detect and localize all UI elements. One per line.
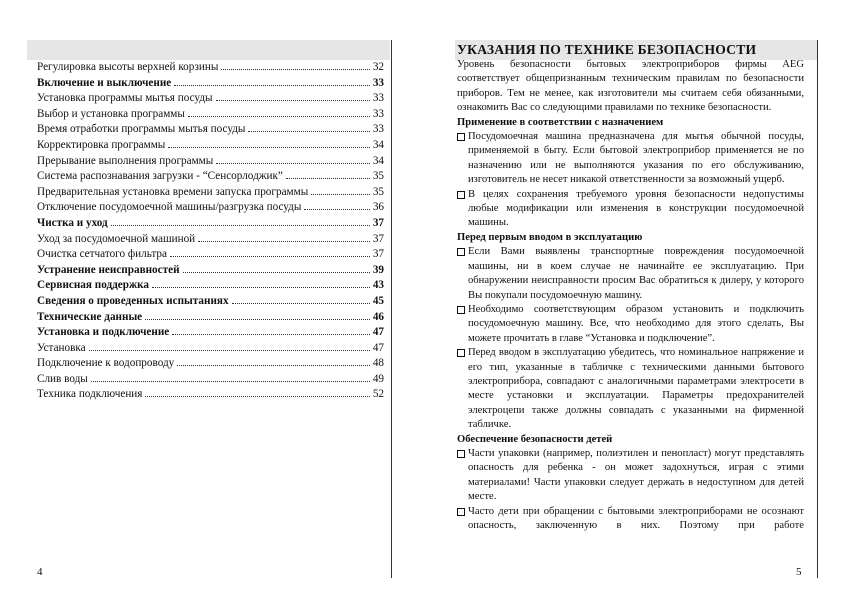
toc-entry-page: 34 [372, 138, 384, 151]
toc-entry [37, 310, 384, 326]
toc-leader-dots [286, 178, 370, 179]
toc-entry-page: 45 [372, 294, 384, 307]
page-number: 5 [796, 566, 802, 578]
toc-entry-title: Уход за посудомоечной машиной [37, 232, 196, 245]
toc-entry [37, 200, 384, 216]
header-bar [27, 40, 390, 60]
toc-leader-dots [145, 319, 370, 320]
page-number: 4 [37, 566, 43, 578]
toc-leader-dots [177, 365, 370, 366]
toc-entry [37, 91, 384, 107]
table-of-contents [37, 60, 384, 403]
section-heading: Перед первым вводом в эксплуатацию [457, 231, 643, 243]
toc-leader-dots [170, 256, 370, 257]
toc-entry [37, 325, 384, 341]
toc-entry-title: Время отработки программы мытья посуды [37, 123, 246, 136]
toc-leader-dots [168, 147, 370, 148]
toc-entry-title: Устранение неисправностей [37, 263, 180, 276]
toc-leader-dots [111, 225, 370, 226]
toc-entry-title: Прерывание выполнения программы [37, 154, 214, 167]
toc-entry-title: Включение и выключение [37, 76, 172, 89]
checkbox-bullet-icon [457, 450, 465, 458]
toc-entry [37, 107, 384, 123]
margin-rule [391, 40, 392, 578]
toc-entry-title: Сервисная поддержка [37, 279, 149, 292]
list-item-text: В целях сохранения требуемого уровня безопасности недопустимы любые модификации или изменения в конструкции посудомоечной машины. [468, 188, 804, 229]
toc-entry-page: 37 [372, 248, 384, 261]
checkbox-bullet-icon [457, 349, 465, 357]
toc-entry-page: 48 [372, 357, 384, 370]
toc-entry [37, 154, 384, 170]
toc-leader-dots [89, 350, 370, 351]
toc-entry [37, 341, 384, 357]
toc-entry-page: 36 [372, 201, 384, 214]
list-item-text: Посудомоечная машина предназначена для мытья обычной посуды, применяемой в быту. Если бытовой электроприбор применяется не по назначению или не выполняются указания по его обслуживанию, изготовитель не несет никакой ответственности за возможный ущерб. [468, 131, 804, 186]
toc-leader-dots [216, 100, 370, 101]
toc-entry [37, 138, 384, 154]
toc-leader-dots [91, 381, 370, 382]
toc-entry [37, 263, 384, 279]
toc-leader-dots [172, 334, 370, 335]
list-item-text: Часто дети при обращении с бытовыми электроприборами не осознают опасность, заключенную в них. Поэтому при работе [468, 505, 804, 531]
toc-entry [37, 356, 384, 372]
intro-paragraph: Уровень безопасности бытовых электроприборов фирмы AEG соответствует общепризнанным техническим правилам по безопасности приборов. Тем не менее, как изготовители мы считаем себя обязанными, ознакомить Вас со следующими правилами по технике безопасности. [457, 59, 804, 114]
toc-entry-page: 46 [372, 310, 384, 323]
list-item [457, 447, 804, 505]
toc-entry [37, 76, 384, 92]
toc-entry [37, 278, 384, 294]
toc-leader-dots [198, 241, 370, 242]
toc-entry-title: Установка и подключение [37, 326, 170, 339]
toc-entry-page: 47 [372, 326, 384, 339]
toc-entry [37, 60, 384, 76]
toc-leader-dots [152, 287, 370, 288]
toc-entry-title: Установка [37, 341, 86, 354]
list-item [457, 303, 804, 346]
toc-entry [37, 122, 384, 138]
toc-entry-page: 33 [372, 92, 384, 105]
toc-entry-page: 39 [372, 263, 384, 276]
toc-entry-title: Чистка и уход [37, 216, 108, 229]
toc-leader-dots [188, 116, 370, 117]
checkbox-bullet-icon [457, 508, 465, 516]
toc-entry [37, 294, 384, 310]
toc-entry-page: 52 [372, 388, 384, 401]
toc-entry-title: Слив воды [37, 372, 88, 385]
toc-entry-page: 37 [372, 232, 384, 245]
checkbox-bullet-icon [457, 248, 465, 256]
toc-entry-title: Технические данные [37, 310, 143, 323]
toc-entry-title: Система распознавания загрузки - “Сенсорлоджик” [37, 170, 283, 183]
toc-entry-title: Корректировка программы [37, 138, 166, 151]
list-item-text: Необходимо соответствующим образом установить и подключить посудомоечную машину. Все, что необходимо для этого сделать, Вы можете прочитать в главе “Установка и подключение”. [468, 303, 804, 344]
toc-entry-page: 34 [372, 154, 384, 167]
safety-text [457, 58, 804, 533]
toc-entry-title: Отключение посудомоечной машины/разгрузка посуды [37, 201, 302, 214]
toc-entry-page: 43 [372, 279, 384, 292]
toc-entry [37, 169, 384, 185]
toc-leader-dots [232, 303, 370, 304]
toc-entry-page: 35 [372, 185, 384, 198]
list-item-text: Если Вами выявлены транспортные повреждения посудомоечной машины, ни в коем случае не начинайте ее эксплуатацию. При обнаружении неисправности просим Вас обратиться к дилеру, у которого Вы покупали посудомоечную машину. [468, 246, 804, 301]
toc-entry-title: Очистка сетчатого фильтра [37, 248, 167, 261]
list-item [457, 188, 804, 231]
toc-entry [37, 185, 384, 201]
list-item [457, 245, 804, 303]
list-item-text: Части упаковки (например, полиэтилен и пенопласт) могут представлять опасность для ребенка - он может задохнуться, играя с этими материалами! Части упаковки следует держать в недоступном для детей месте. [468, 447, 804, 503]
margin-rule [817, 40, 818, 578]
toc-entry-page: 47 [372, 341, 384, 354]
toc-entry-page: 33 [372, 107, 384, 120]
list-item-text: Перед вводом в эксплуатацию убедитесь, что номинальное напряжение и его тип, указанные в табличке с техническими данными бытового электроприбора, совпадают с аналогичными параметрами электросети в месте установки и эксплуатации. Параметры предохранителей электроцепи также должны совпадать с указанными на фирменной табличке. [468, 347, 804, 431]
toc-entry-title: Подключение к водопроводу [37, 357, 175, 370]
list-item [457, 346, 804, 432]
toc-entry [37, 232, 384, 248]
list-item [457, 130, 804, 188]
toc-leader-dots [174, 85, 370, 86]
toc-entry-title: Сведения о проведенных испытаниях [37, 294, 229, 307]
toc-leader-dots [248, 131, 369, 132]
toc-entry-page: 33 [372, 76, 384, 89]
toc-entry [37, 387, 384, 403]
toc-entry [37, 247, 384, 263]
toc-entry-page: 49 [372, 372, 384, 385]
right-page [421, 0, 842, 595]
toc-leader-dots [216, 163, 370, 164]
toc-leader-dots [304, 209, 369, 210]
checkbox-bullet-icon [457, 306, 465, 314]
toc-entry-page: 35 [372, 170, 384, 183]
toc-leader-dots [311, 194, 370, 195]
page-title: УКАЗАНИЯ ПО ТЕХНИКЕ БЕЗОПАСНОСТИ [457, 42, 757, 57]
toc-entry-page: 32 [372, 61, 384, 73]
toc-entry-title: Установка программы мытья посуды [37, 92, 213, 105]
toc-entry-page: 33 [372, 123, 384, 136]
toc-entry [37, 216, 384, 232]
toc-entry-title: Предварительная установка времени запуска программы [37, 185, 309, 198]
toc-leader-dots [183, 272, 370, 273]
section-heading: Обеспечение безопасности детей [457, 433, 613, 445]
toc-entry-page: 37 [372, 216, 384, 229]
section-heading: Применение в соответствии с назначением [457, 116, 664, 128]
toc-entry-title: Техника подключения [37, 388, 143, 401]
list-item [457, 505, 804, 534]
toc-entry-title: Выбор и установка программы [37, 107, 185, 120]
checkbox-bullet-icon [457, 191, 465, 199]
toc-leader-dots [145, 396, 369, 397]
toc-entry-title: Регулировка высоты верхней корзины [37, 61, 219, 73]
toc-leader-dots [221, 69, 369, 70]
checkbox-bullet-icon [457, 133, 465, 141]
toc-entry [37, 372, 384, 388]
